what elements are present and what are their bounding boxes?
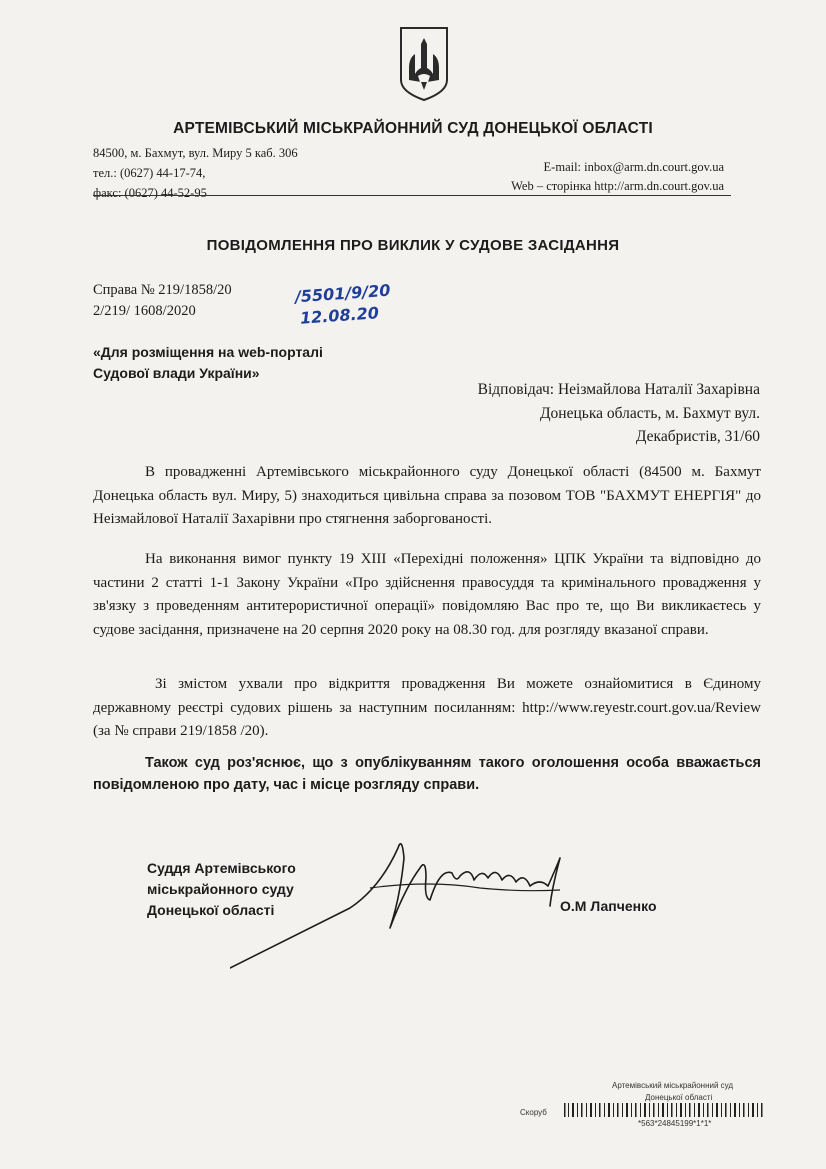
trident-emblem-icon <box>395 24 453 102</box>
portal-note <box>93 342 323 384</box>
handwritten-registration-date: 12.08.20 <box>299 303 380 328</box>
body-paragraph: В провадженні Артемівського міськрайонного суду Донецької області (84500 м. Бахмут Донецька область вул. Миру, 5) знаходиться цивільна справа за позовом ТОВ "БАХМУТ ЕНЕРГІЯ" до Неізмайлової Наталії Захарівни про стягнення заборгованості. <box>93 464 761 527</box>
court-fax: факс: (0627) 44-52-95 <box>93 186 207 200</box>
handwritten-registration-number: /5501/9/20 <box>294 280 391 307</box>
body-paragraph: Зі змістом ухвали про відкриття провадження Ви можете ознайомитися в Єдиному державному реєстрі судових рішень за наступним посиланням: http://www.reyestr.court.gov.ua/Review (за № справи 219/1858 /20). <box>93 676 761 739</box>
recipient-address: Декабристів, 31/60 <box>635 428 760 445</box>
barcode-number: *563*24845199*1*1* <box>638 1119 712 1128</box>
judge-name: О.М Лапченко <box>560 898 657 914</box>
stamp-label: Скоруб <box>520 1108 547 1117</box>
case-reference <box>93 280 232 322</box>
judge-title-line: міськрайонного суду <box>147 881 294 897</box>
judge-title-line: Донецької області <box>147 902 275 918</box>
document-title: ПОВІДОМЛЕННЯ ПРО ВИКЛИК У СУДОВЕ ЗАСІДАННЯ <box>206 237 620 254</box>
publication-notice: Також суд роз'яснює, що з опублікуванням такого оголошення особа вважається повідомленою про дату, час і місце розгляду справи. <box>93 755 761 793</box>
court-online-contacts <box>511 158 724 196</box>
handwritten-signature <box>230 828 590 978</box>
court-address: 84500, м. Бахмут, вул. Миру 5 каб. 306 <box>93 146 298 160</box>
recipient-block <box>478 378 760 449</box>
portal-note-line: Судової влади України» <box>93 365 260 381</box>
recipient-name: Відповідач: Неізмайлова Наталії Захарівна <box>477 381 760 398</box>
barcode-icon <box>564 1103 764 1117</box>
recipient-address: Донецька область, м. Бахмут вул. <box>539 404 760 422</box>
body-paragraph: На виконання вимог пункту 19 XIII «Перехідні положення» ЦПК України та відповідно до частини 2 статті 1-1 Закону України «Про здійснення правосуддя та кримінального провадження у зв'язку з проведенням антитерористичної операції» повідомляю Вас про те, що Ви викликаєтесь у судове засідання, призначене на 20 серпня 2020 року на 08.30 год. для розгляду вказаної справи. <box>93 551 761 638</box>
court-contacts <box>93 143 298 203</box>
court-name: АРТЕМІВСЬКИЙ МІСЬКРАЙОННИЙ СУД ДОНЕЦЬКОЇ ОБЛАСТІ <box>173 120 653 137</box>
court-website: Web – сторінка http://arm.dn.court.gov.ua <box>511 179 724 193</box>
stamp-region-line: Донецької області <box>645 1093 713 1102</box>
case-number: Справа № 219/1858/20 <box>93 282 232 298</box>
portal-note-line: «Для розміщення на web-порталі <box>93 344 323 360</box>
court-phone: тел.: (0627) 44-17-74, <box>93 166 206 180</box>
court-email: E-mail: inbox@arm.dn.court.gov.ua <box>543 160 724 174</box>
judge-title-line: Суддя Артемівського <box>147 860 296 876</box>
header-divider <box>93 195 731 196</box>
stamp-court-line: Артемівський міськрайонний суд <box>612 1081 734 1090</box>
proceeding-number: 2/219/ 1608/2020 <box>93 303 196 319</box>
